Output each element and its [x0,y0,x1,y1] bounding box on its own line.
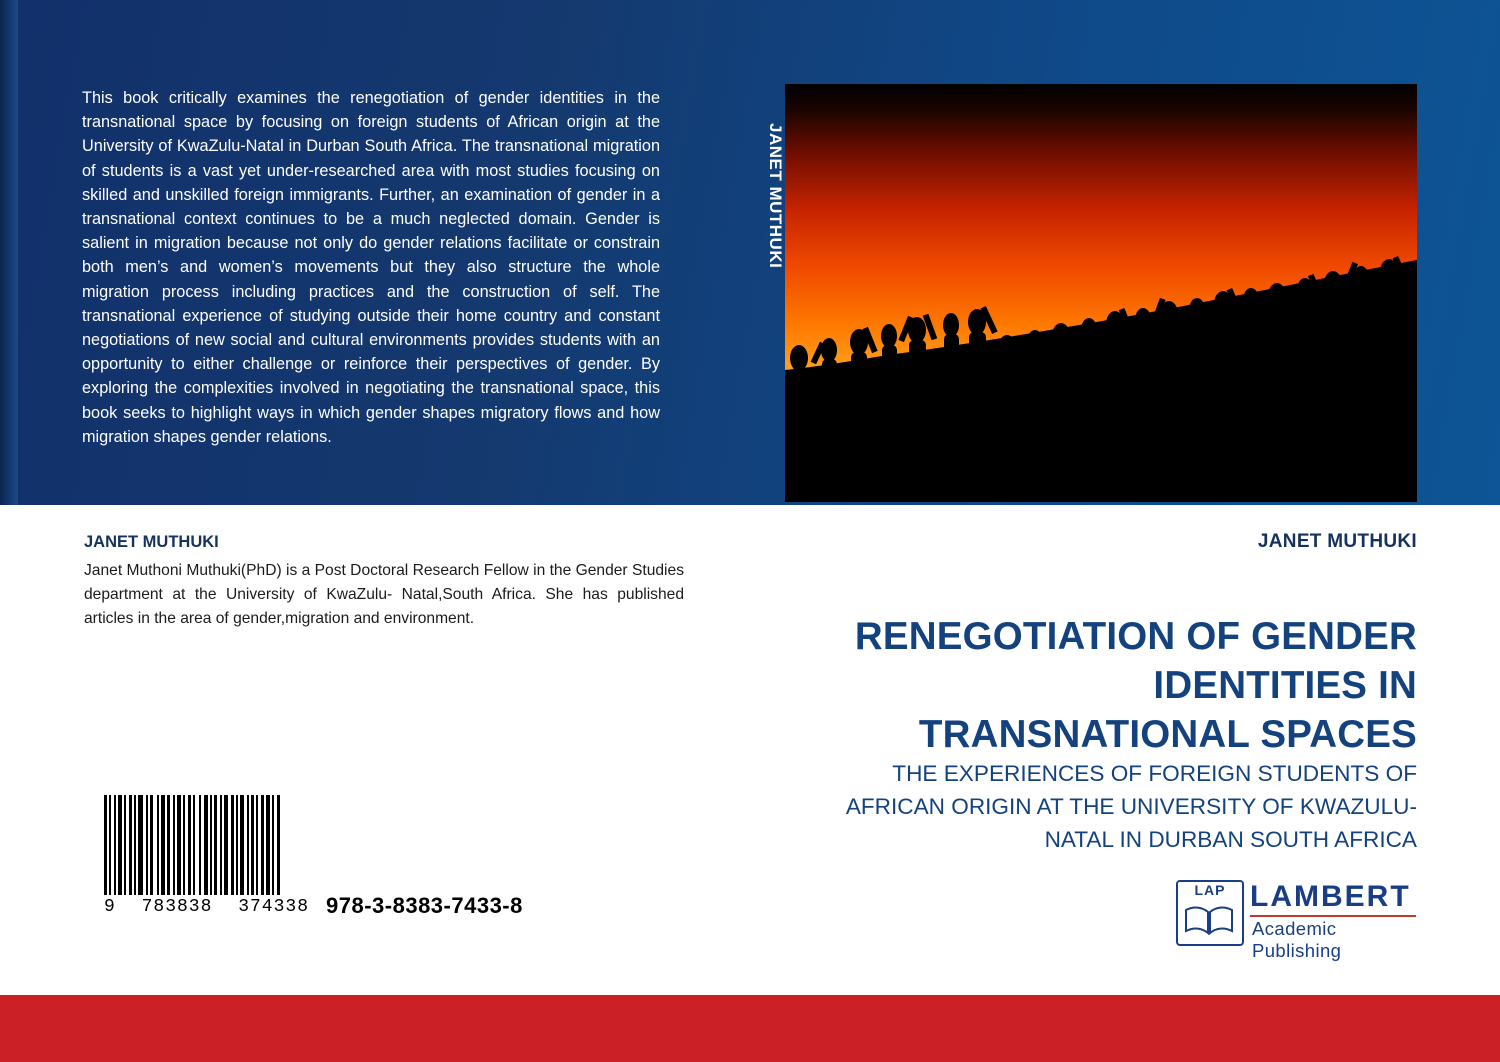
publisher-tagline: Academic Publishing [1252,918,1342,961]
barcode-digits [104,897,309,917]
barcode-digit-group-1: 9 [104,897,116,917]
cover-photograph [785,84,1417,502]
lap-badge-text: LAP [1178,882,1242,898]
back-author-bio: Janet Muthoni Muthuki(PhD) is a Post Doctoral Research Fellow in the Gender Studies department at the University of KwaZulu- Natal,South Africa. She has published articles in the area of gender,migration and environment. [84,562,684,627]
publisher-name: LAMBERT [1250,880,1411,913]
lap-badge-icon [1176,880,1244,946]
back-cover-blurb: This book critically examines the renegotiation of gender identities in the transnational space by focusing on foreign students of African origin at the University of KwaZulu-Natal in Durban South Africa. The transnational migration of students is a vast yet under-researched area with most studies focusing on skilled and unskilled foreign immigrants. Further, an examination of gender in a transnational context continues to be a much neglected domain. Gender is salient in migration because not only do gender relations facilitate or constrain both men’s and women’s movements but they also structure the whole migration process including practices and the construction of self. The transnational experience of studying outside their home country and constant negotiations of new social and cultural environments provides students with an opportunity to either challenge or reinforce their perspectives of gender. By exploring the complexities involved in negotiating the transnational space, this book seeks to highlight ways in which gender shapes migratory flows and how migration shapes gender relations. [82,89,660,446]
crowd-silhouette-icon [785,84,1417,502]
front-subtitle: THE EXPERIENCES OF FOREIGN STUDENTS OF AFRICAN ORIGIN AT THE UNIVERSITY OF KWAZULU-NATAL IN DURBAN SOUTH AFRICA [845,761,1417,852]
logo-divider [1250,915,1416,917]
barcode [104,795,524,917]
front-author-name: JANET MUTHUKI [1257,531,1417,552]
front-title: RENEGOTIATION OF GENDER IDENTITIES IN TRANSNATIONAL SPACES [854,615,1417,756]
bottom-red-band [0,995,1500,1062]
back-author-block [84,533,684,631]
back-author-name: JANET MUTHUKI [84,533,219,551]
publisher-logo [1176,878,1416,961]
barcode-bars [104,795,309,895]
barcode-digit-group-2: 783838 [141,897,213,917]
spine-author: JANET MUTHUKI [766,123,785,269]
open-book-icon [1184,904,1234,936]
barcode-digit-group-3: 374338 [238,897,309,917]
isbn-number: 978-3-8383-7433-8 [326,893,523,918]
blue-panel-left-edge [0,0,18,505]
